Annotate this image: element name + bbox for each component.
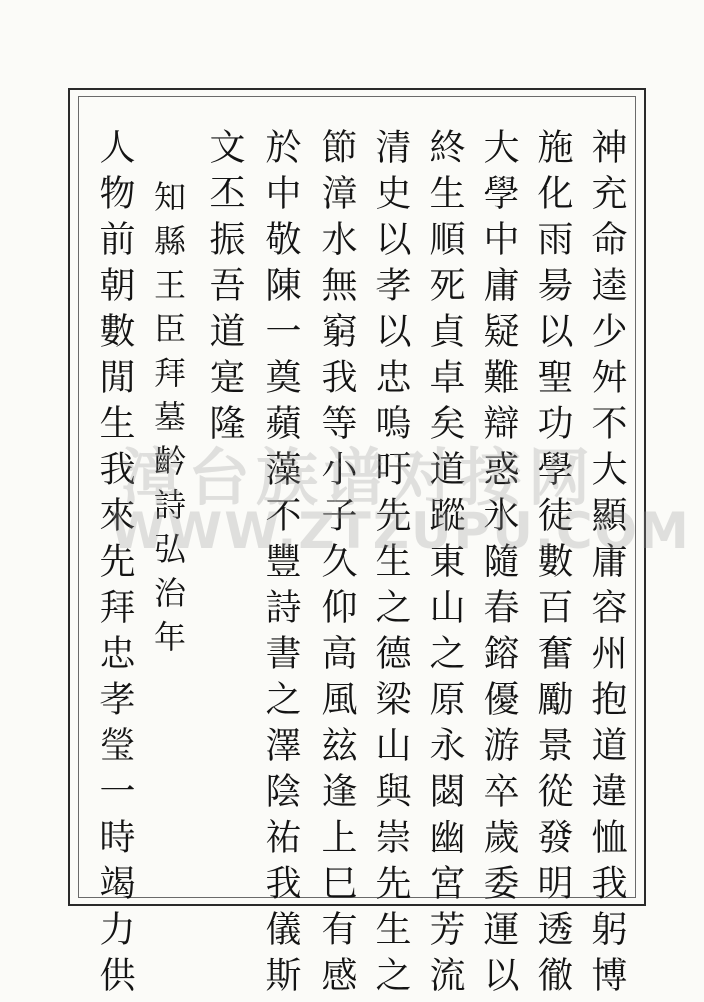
text-column-10: 人物前朝數閒生我來先拜忠孝瑩一時竭力供 — [94, 128, 135, 1002]
text-column-8: 文丕振吾道寔隆 — [204, 128, 245, 450]
watermark-text: 漳台族谱对接网 — [119, 441, 596, 514]
text-column-7: 於中敬陳一奠蘋藻不豐詩書之澤陰祐我儀斯 — [260, 128, 301, 1002]
text-column-9: 知縣王臣拜墓䶖詩弘治年 — [149, 180, 187, 664]
text-column-6: 節漳水無窮我等小子久仰高風玆逢上巳有感 — [316, 128, 357, 1002]
text-column-1: 神充命逵少舛不大顯庸容州抱道違恤我躬博 — [586, 128, 627, 1002]
text-column-2: 施化雨昜以聖功學徒數百奮勵景從發明透徹 — [532, 128, 573, 1002]
text-column-4: 終生順死貞卓矣道蹤東山之原永閟幽宮芳流 — [424, 128, 465, 1002]
text-column-5: 清史以孝以忠嗚吁先生之德梁山與崇先生之 — [370, 128, 411, 1002]
watermark-url: WWW.ZTZUPU.COM — [110, 502, 691, 560]
text-column-3: 大學中庸疑難辯惑氷隨春鎔優游卒歲委運以 — [478, 128, 519, 1002]
